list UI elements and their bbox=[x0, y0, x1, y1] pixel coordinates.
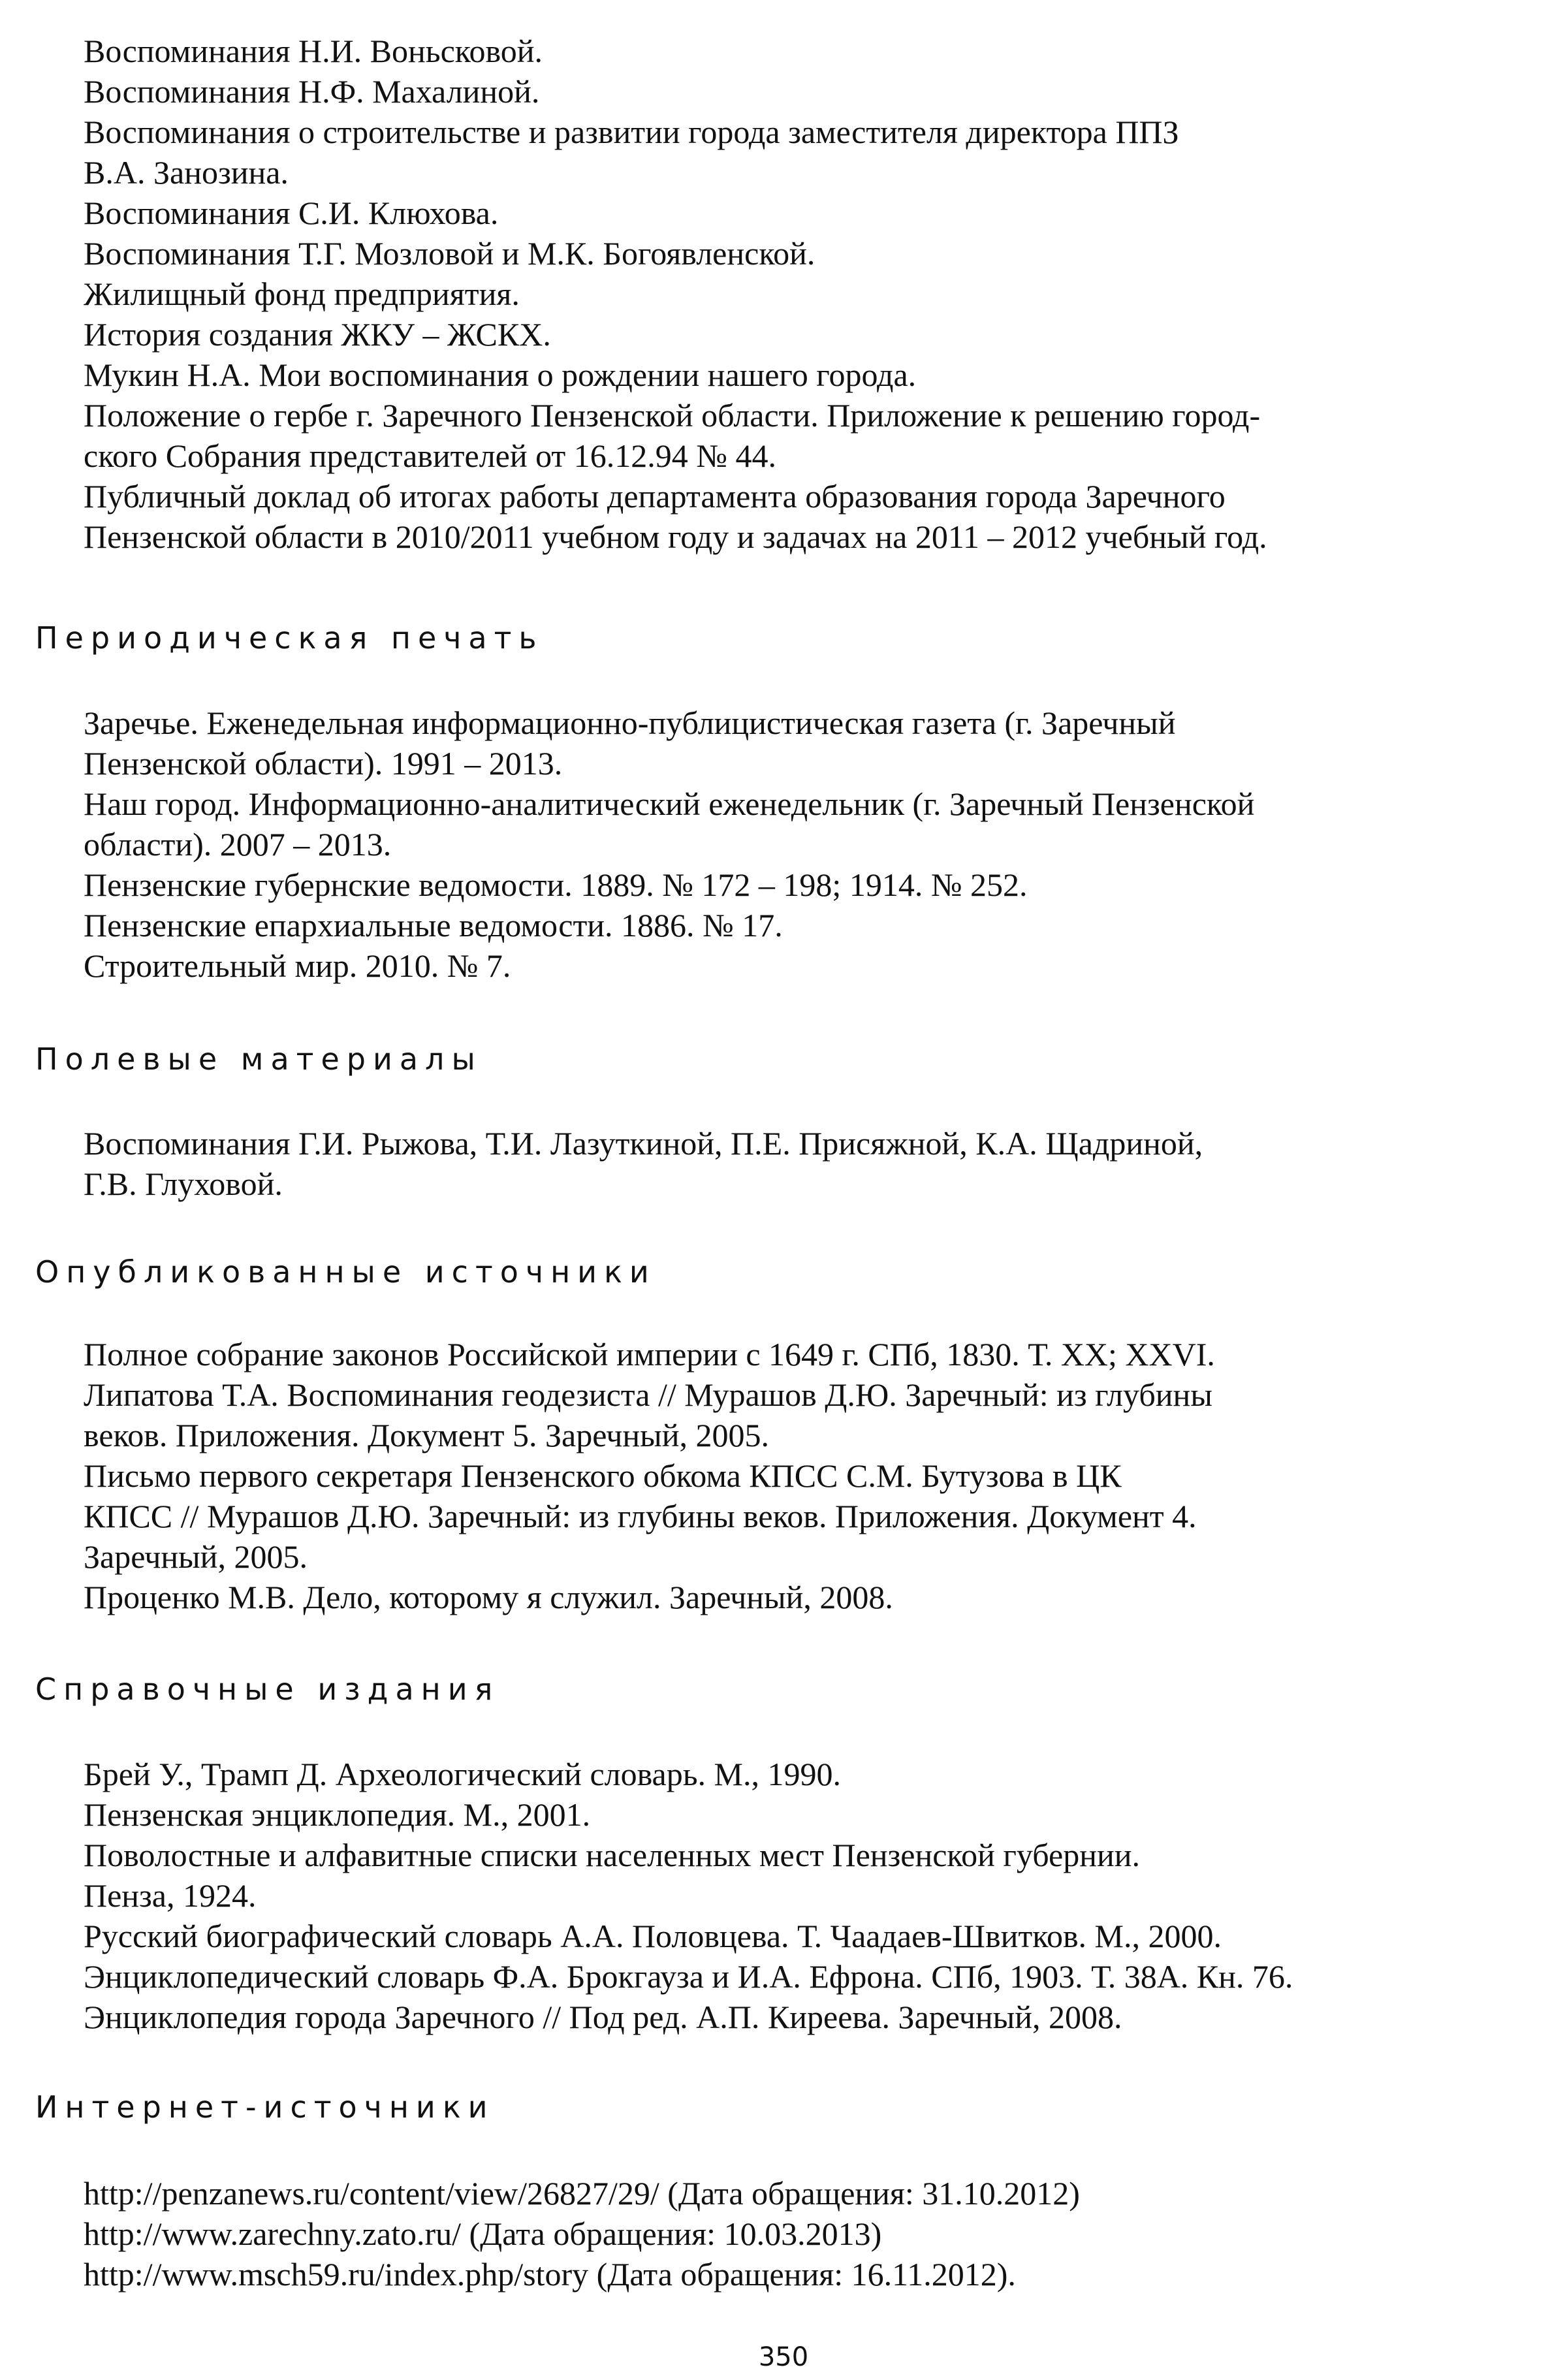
list-item: Энциклопедия города Заречного // Под ред. А.П. Киреева. Заречный, 2008. bbox=[84, 1999, 1122, 2035]
list-item: http://www.zarechny.zato.ru/ (Дата обращения: 10.03.2013) bbox=[84, 2215, 882, 2252]
list-item: Поволостные и алфавитные списки населенных мест Пензенской губернии. bbox=[84, 1837, 1141, 1873]
list-item: http://www.msch59.ru/index.php/story (Дата обращения: 16.11.2012). bbox=[84, 2256, 1016, 2293]
list-item: Г.В. Глуховой. bbox=[84, 1166, 283, 1202]
list-item: Заречье. Еженедельная информационно-публицистическая газета (г. Заречный bbox=[84, 705, 1176, 741]
periodicals-list bbox=[84, 703, 1546, 986]
list-item: Проценко М.В. Дело, которому я служил. Заречный, 2008. bbox=[84, 1579, 893, 1615]
list-item: Воспоминания С.И. Клюхова. bbox=[84, 195, 499, 231]
list-item: Воспоминания о строительстве и развитии города заместителя директора ППЗ bbox=[84, 114, 1179, 150]
list-item: Наш город. Информационно-аналитический еженедельник (г. Заречный Пензенской bbox=[84, 785, 1255, 822]
list-item: Письмо первого секретаря Пензенского обкома КПСС С.М. Бутузова в ЦК bbox=[84, 1457, 1122, 1494]
field-list bbox=[84, 1123, 1546, 1204]
list-item: Липатова Т.А. Воспоминания геодезиста // Мурашов Д.Ю. Заречный: из глубины bbox=[84, 1376, 1212, 1413]
list-item: Жилищный фонд предприятия. bbox=[84, 276, 520, 312]
list-item: Полное собрание законов Российской империи с 1649 г. СПб, 1830. Т. XX; XXVI. bbox=[84, 1336, 1215, 1372]
list-item: Воспоминания Н.Ф. Махалиной. bbox=[84, 73, 540, 110]
list-item: Строительный мир. 2010. № 7. bbox=[84, 947, 511, 984]
list-item: Пензенской области в 2010/2011 учебном году и задачах на 2011 – 2012 учебный год. bbox=[84, 518, 1267, 555]
list-item: КПСС // Мурашов Д.Ю. Заречный: из глубины веков. Приложения. Документ 4. bbox=[84, 1498, 1197, 1534]
section-heading-published: Опубликованные источники bbox=[35, 1254, 656, 1290]
list-item: Воспоминания Т.Г. Мозловой и М.К. Богоявленской. bbox=[84, 235, 815, 272]
page-number: 350 bbox=[758, 2342, 809, 2372]
list-item: В.А. Занозина. bbox=[84, 154, 289, 191]
list-item: веков. Приложения. Документ 5. Заречный, 2005. bbox=[84, 1417, 769, 1453]
section-heading-internet: Интернет-источники bbox=[35, 2089, 495, 2125]
list-item: области). 2007 – 2013. bbox=[84, 826, 392, 863]
list-item: История создания ЖКУ – ЖСКХ. bbox=[84, 316, 551, 353]
list-item: http://penzanews.ru/content/view/26827/29/ (Дата обращения: 31.10.2012) bbox=[84, 2175, 1080, 2212]
list-item: Заречный, 2005. bbox=[84, 1538, 308, 1575]
reference-list bbox=[84, 1754, 1546, 2037]
section-heading-reference: Справочные издания bbox=[35, 1672, 500, 1707]
list-item: Пензенские епархиальные ведомости. 1886. № 17. bbox=[84, 907, 783, 944]
archive-list bbox=[84, 31, 1546, 557]
list-item: Пензенская энциклопедия. М., 2001. bbox=[84, 1796, 591, 1833]
list-item: Пензенской области). 1991 – 2013. bbox=[84, 745, 563, 782]
list-item: Положение о гербе г. Заречного Пензенской области. Приложение к решению город- bbox=[84, 397, 1261, 434]
internet-list bbox=[84, 2173, 1546, 2294]
list-item: Энциклопедический словарь Ф.А. Брокгауза и И.А. Ефрона. СПб, 1903. Т. 38А. Кн. 76. bbox=[84, 1958, 1293, 1995]
list-item: Русский биографический словарь А.А. Половцева. Т. Чаадаев-Швитков. М., 2000. bbox=[84, 1918, 1222, 1954]
list-item: ского Собрания представителей от 16.12.94 № 44. bbox=[84, 437, 776, 474]
list-item: Воспоминания Г.И. Рыжова, Т.И. Лазуткиной, П.Е. Присяжной, К.А. Щадриной, bbox=[84, 1125, 1203, 1162]
published-list bbox=[84, 1334, 1546, 1617]
list-item: Воспоминания Н.И. Воньсковой. bbox=[84, 33, 543, 69]
section-heading-field: Полевые материалы bbox=[35, 1041, 483, 1077]
list-item: Мукин Н.А. Мои воспоминания о рождении нашего города. bbox=[84, 357, 917, 393]
list-item: Брей У., Трамп Д. Археологический словарь. М., 1990. bbox=[84, 1756, 841, 1792]
section-heading-periodicals: Периодическая печать bbox=[35, 620, 544, 656]
list-item: Пензенские губернские ведомости. 1889. № 172 – 198; 1914. № 252. bbox=[84, 866, 1028, 903]
list-item: Пенза, 1924. bbox=[84, 1877, 257, 1914]
list-item: Публичный доклад об итогах работы департамента образования города Заречного bbox=[84, 478, 1226, 515]
